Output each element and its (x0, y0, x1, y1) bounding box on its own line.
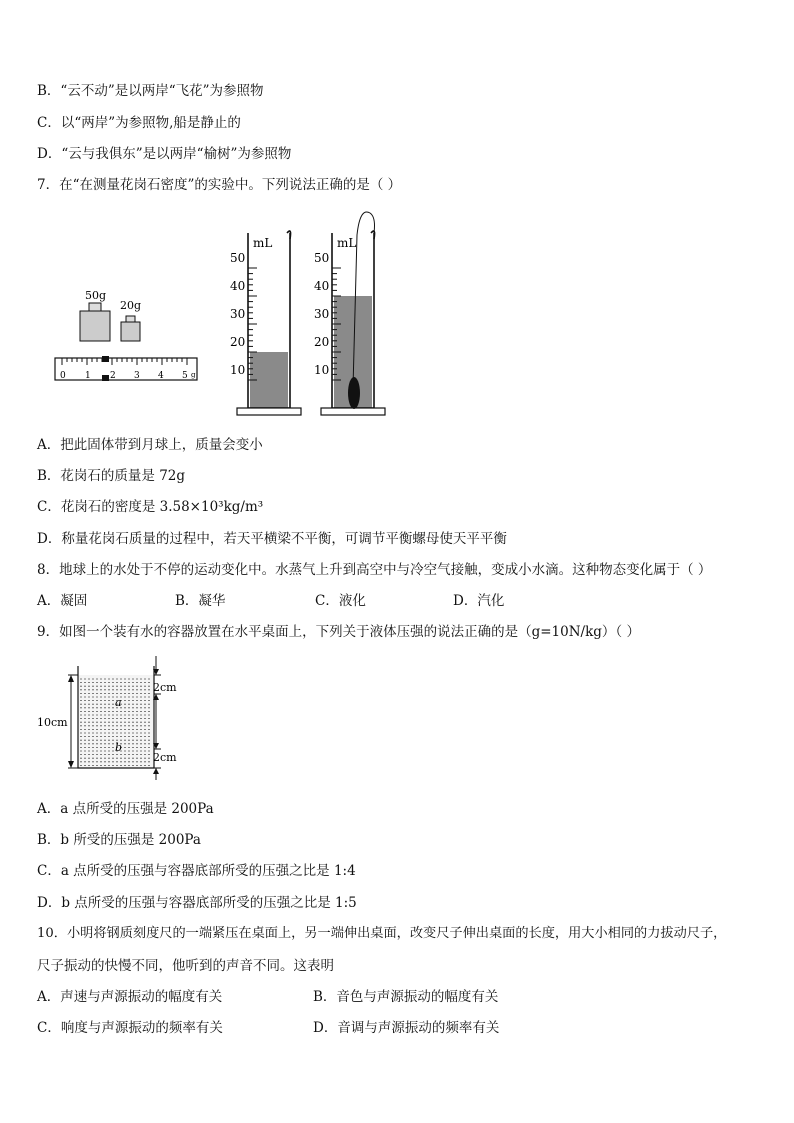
q8-option-b: B．凝华 (175, 593, 226, 609)
q9-option-b: B．b 所受的压强是 200Pa (37, 832, 201, 848)
bottom-depth-label: 2cm (153, 751, 177, 764)
graduated-cylinder-2 (314, 212, 385, 415)
point-b-label: b (115, 741, 123, 754)
cyl1-tick-40: 40 (230, 279, 246, 293)
q9-option-d: D．b 点所受的压强与容器底部所受的压强之比是 1:5 (37, 895, 357, 911)
rider-bottom (102, 375, 109, 381)
scale-label-3: 3 (134, 371, 140, 381)
cyl2-tick-50: 50 (314, 251, 330, 265)
scale-unit: g (191, 371, 196, 379)
q7-option-d: D．称量花岗石质量的过程中，若天平横梁不平衡，可调节平衡螺母使天平平衡 (37, 531, 507, 547)
scale-label-4: 4 (158, 371, 164, 381)
q9-stem: 9．如图一个装有水的容器放置在水平桌面上，下列关于液体压强的说法正确的是（g=10N/kg）（ ） (37, 624, 640, 640)
q10-option-d: D．音调与声源振动的频率有关 (313, 1020, 500, 1036)
q8-option-c: C．液化 (315, 593, 366, 609)
cyl2-tick-20: 20 (314, 335, 330, 349)
cyl2-tick-30: 30 (314, 307, 330, 321)
cyl2-tick-40: 40 (314, 279, 330, 293)
q10-option-a: A．声速与声源振动的幅度有关 (37, 989, 223, 1005)
q7-option-c: C．花岗石的密度是 3.58×10³kg/m³ (37, 499, 264, 515)
cylinder-2-unit: mL (337, 236, 357, 250)
graduated-cylinder-1 (230, 231, 301, 415)
height-dimension (68, 675, 78, 768)
granite-stone (348, 377, 360, 409)
q9-option-c: C．a 点所受的压强与容器底部所受的压强之比是 1:4 (37, 863, 356, 879)
scale-label-1: 1 (85, 371, 91, 381)
point-a-label: a (115, 696, 122, 709)
q10-option-b: B．音色与声源振动的幅度有关 (313, 989, 499, 1005)
cyl1-tick-20: 20 (230, 335, 246, 349)
cyl1-tick-10: 10 (230, 363, 246, 377)
q8-option-a: A．凝固 (37, 593, 88, 609)
scale-label-0: 0 (60, 371, 66, 381)
q7-option-a: A．把此固体带到月球上，质量会变小 (37, 437, 263, 453)
q8-stem: 8．地球上的水处于不停的运动变化中。水蒸气上升到高空中与冷空气接触，变成小水滴。这种物态变化属于（ ） (37, 562, 712, 578)
top-depth-label: 2cm (153, 681, 177, 694)
cyl1-tick-30: 30 (230, 307, 246, 321)
scale-label-2: 2 (110, 371, 116, 381)
cyl2-tick-10: 10 (314, 363, 330, 377)
weight-20g (121, 316, 140, 341)
q7-stem: 7．在“在测量花岗石密度”的实验中。下列说法正确的是（ ） (37, 177, 402, 193)
q6-option-c: C．以“两岸”为参照物,船是静止的 (37, 115, 241, 131)
weight-20g-label: 20g (120, 299, 142, 312)
q8-option-d: D．汽化 (453, 593, 505, 609)
q7-option-b: B．花岗石的质量是 72g (37, 468, 186, 484)
q9-figure (35, 652, 195, 780)
weight-50g-label: 50g (85, 289, 107, 302)
q10-stem-line2: 尺子振动的快慢不同，他听到的声音不同。这表明 (37, 958, 334, 974)
rider-top (102, 356, 109, 362)
q9-option-a: A．a 点所受的压强是 200Pa (37, 801, 214, 817)
height-label: 10cm (37, 716, 68, 729)
cyl1-tick-50: 50 (230, 251, 246, 265)
q10-option-c: C．响度与声源振动的频率有关 (37, 1020, 223, 1036)
scale-label-5: 5 (182, 371, 188, 381)
weight-50g (80, 303, 110, 341)
q7-figure (50, 205, 390, 420)
q6-option-b: B．“云不动”是以两岸“飞花”为参照物 (37, 83, 264, 99)
q10-stem-line1: 10．小明将钢质刻度尺的一端紧压在桌面上，另一端伸出桌面，改变尺子伸出桌面的长度，用大小相同的力拔动尺子， (37, 926, 727, 941)
cylinder-1-unit: mL (253, 236, 273, 250)
q6-option-d: D．“云与我俱东”是以两岸“榆树”为参照物 (37, 146, 292, 162)
balance-scale-ruler (55, 356, 197, 381)
